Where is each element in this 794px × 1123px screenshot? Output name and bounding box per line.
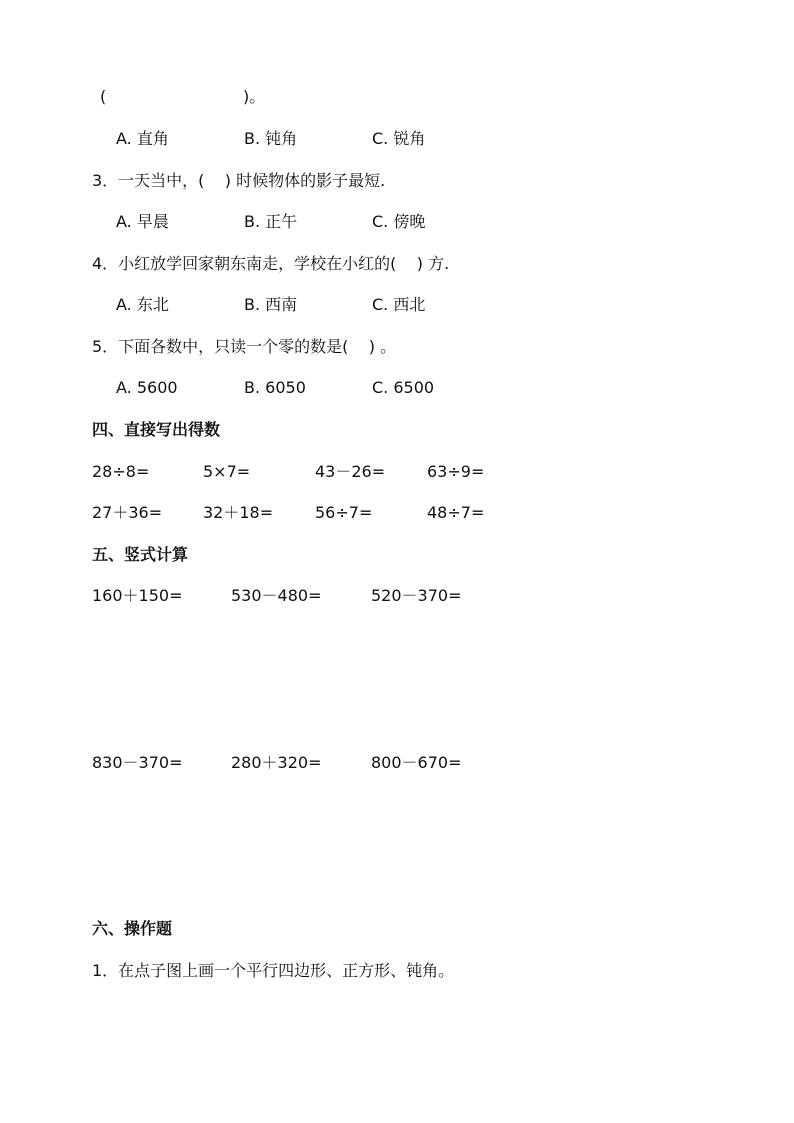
q3-option-c: C. 傍晚: [372, 212, 426, 231]
q5-text: 5．下面各数中，只读一个零的数是( ) 。: [92, 337, 397, 356]
calc-4-1-4: 63÷9=: [427, 462, 485, 481]
q4-option-b: B. 西南: [244, 295, 298, 314]
q2-option-b: B. 钝角: [244, 129, 298, 148]
q5-option-b: B. 6050: [244, 378, 306, 397]
q4-option-c: C. 西北: [372, 295, 426, 314]
calc-5-2-2: 280＋320=: [231, 753, 322, 772]
calc-4-1-3: 43－26=: [315, 462, 386, 481]
q3-option-b: B. 正午: [244, 212, 298, 231]
calc-4-1-1: 28÷8=: [92, 462, 150, 481]
calc-5-1-3: 520－370=: [371, 586, 462, 605]
section6-q1-text: 1．在点子图上画一个平行四边形、正方形、钝角。: [92, 961, 455, 980]
calc-5-1-1: 160＋150=: [92, 586, 183, 605]
q4-text: 4．小红放学回家朝东南走，学校在小红的( ) 方.: [92, 254, 450, 273]
calc-4-2-2: 32＋18=: [203, 503, 274, 522]
q3-option-a: A. 早晨: [116, 212, 169, 231]
calc-4-2-3: 56÷7=: [315, 503, 373, 522]
calc-4-2-4: 48÷7=: [427, 503, 485, 522]
q2-blank-close: )。: [243, 87, 266, 106]
q2-option-a: A. 直角: [116, 129, 169, 148]
q5-option-a: A. 5600: [116, 378, 178, 397]
q3-text: 3．一天当中，( ) 时候物体的影子最短.: [92, 171, 386, 190]
section6-heading: 六、操作题: [92, 919, 173, 938]
section4-heading: 四、直接写出得数: [92, 420, 221, 439]
calc-5-2-3: 800－670=: [371, 753, 462, 772]
calc-5-2-1: 830－370=: [92, 753, 183, 772]
calc-4-1-2: 5×7=: [203, 462, 251, 481]
calc-4-2-1: 27＋36=: [92, 503, 163, 522]
calc-5-1-2: 530－480=: [231, 586, 322, 605]
q5-option-c: C. 6500: [372, 378, 435, 397]
q4-option-a: A. 东北: [116, 295, 169, 314]
q2-option-c: C. 锐角: [372, 129, 426, 148]
q2-blank-open: (: [100, 87, 107, 106]
section5-heading: 五、竖式计算: [92, 545, 189, 564]
